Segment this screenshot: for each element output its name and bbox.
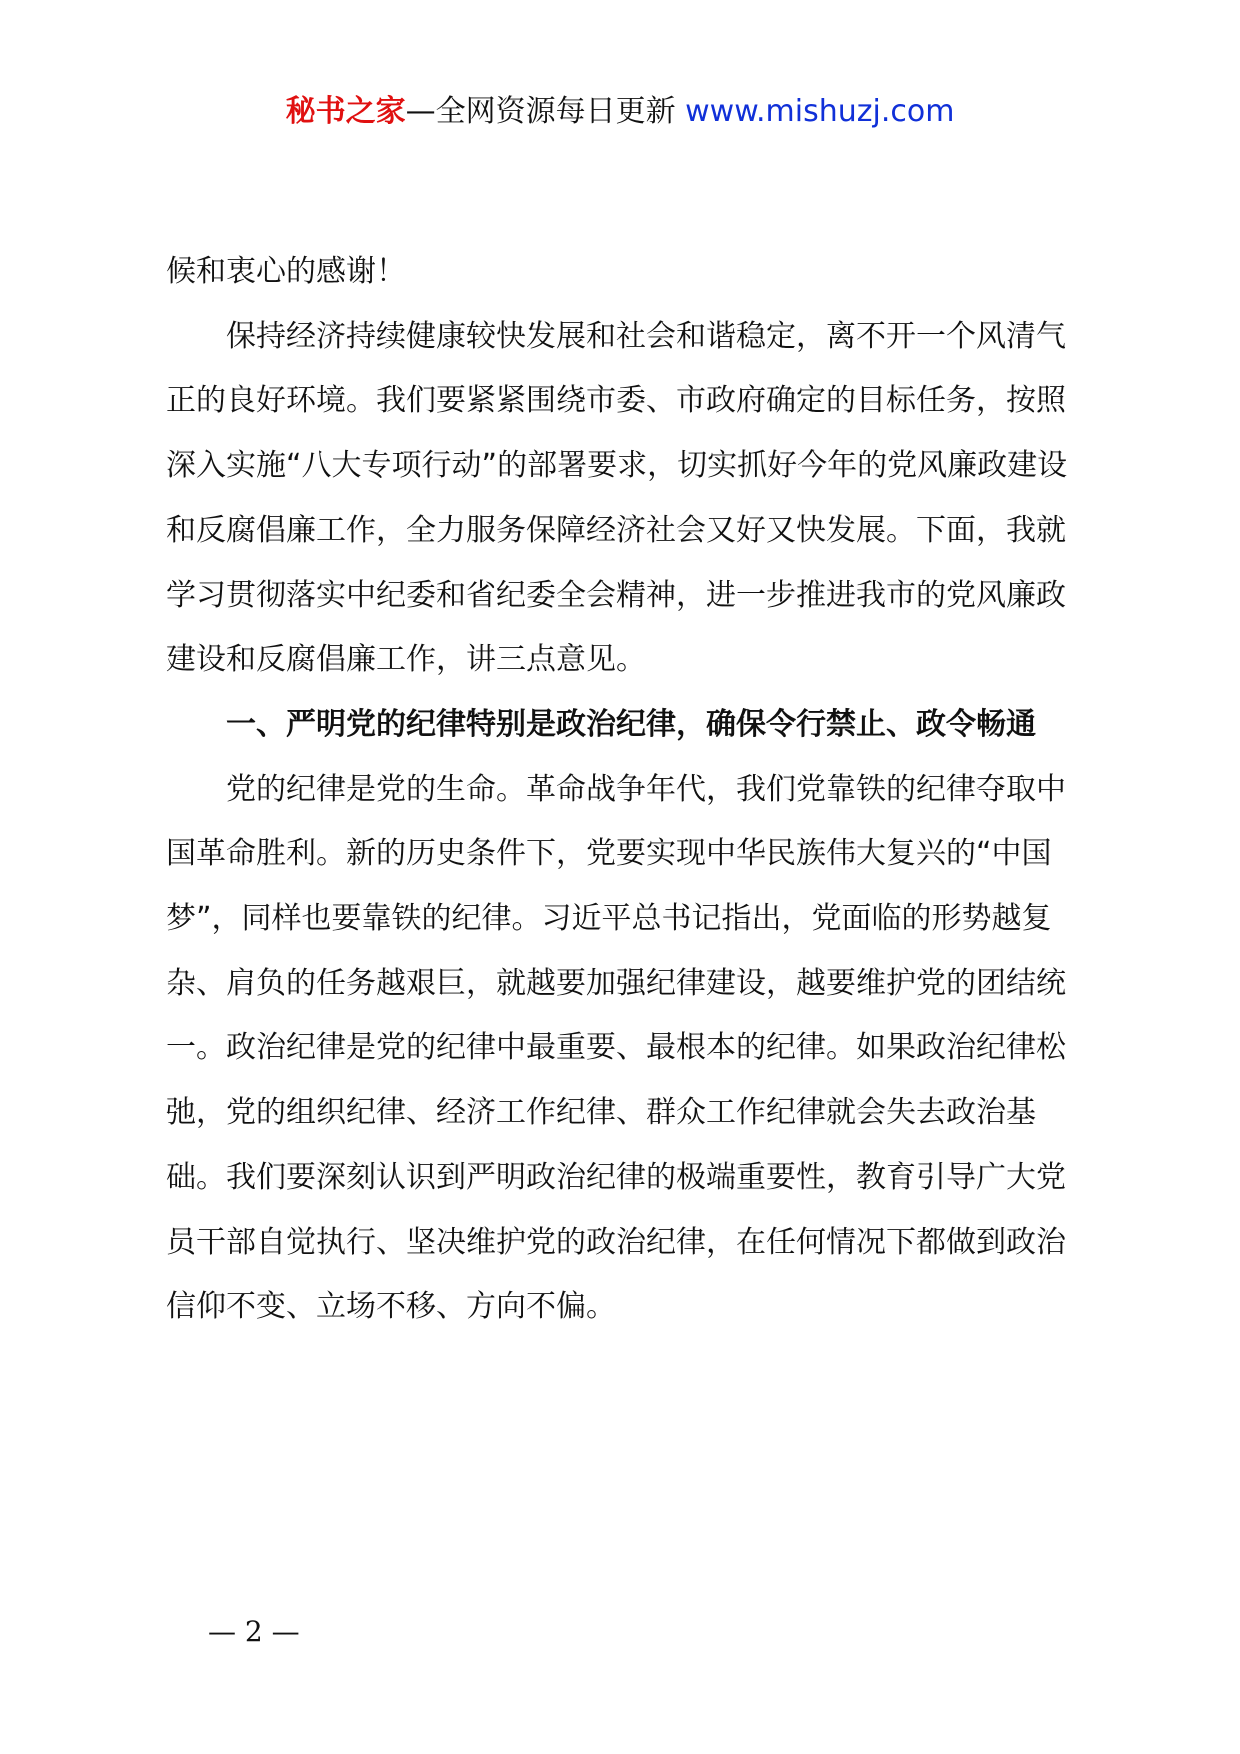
site-url[interactable]: www.mishuzj.com <box>685 94 955 129</box>
site-header <box>0 92 1240 132</box>
paragraph-discipline: 党的纪律是党的生命。革命战争年代，我们党靠铁的纪律夺取中国革命胜利。新的历史条件下，党要实现中华民族伟大复兴的“中国梦”，同样也要靠铁的纪律。习近平总书记指出，党面临的形势越复杂、肩负的任务越艰巨，就越要加强纪律建设，越要维护党的团结统一。政治纪律是党的纪律中最重要、最根本的纪律。如果政治纪律松弛，党的组织纪律、经济工作纪律、群众工作纪律就会失去政治基础。我们要深刻认识到严明政治纪律的极端重要性，教育引导广大党员干部自觉执行、坚决维护党的政治纪律，在任何情况下都做到政治信仰不变、立场不移、方向不偏。 <box>166 771 1066 1325</box>
paragraph-continuation: 候和衷心的感谢！ <box>166 254 406 289</box>
document-body <box>166 240 1086 1340</box>
paragraph-intro: 保持经济持续健康较快发展和社会和谐稳定，离不开一个风清气正的良好环境。我们要紧紧围绕市委、市政府确定的目标任务，按照深入实施“八大专项行动”的部署要求，切实抓好今年的党风廉政建设和反腐倡廉工作，全力服务保障经济社会又好又快发展。下面，我就学习贯彻落实中纪委和省纪委全会精神，进一步推进我市的党风廉政建设和反腐倡廉工作，讲三点意见。 <box>166 318 1068 678</box>
site-brand: 秘书之家 <box>285 94 406 129</box>
section-heading-1: 一、严明党的纪律特别是政治纪律，确保令行禁止、政令畅通 <box>226 706 1036 742</box>
page-number: — 2 — <box>208 1615 300 1648</box>
site-tagline: —全网资源每日更新 <box>405 94 686 129</box>
